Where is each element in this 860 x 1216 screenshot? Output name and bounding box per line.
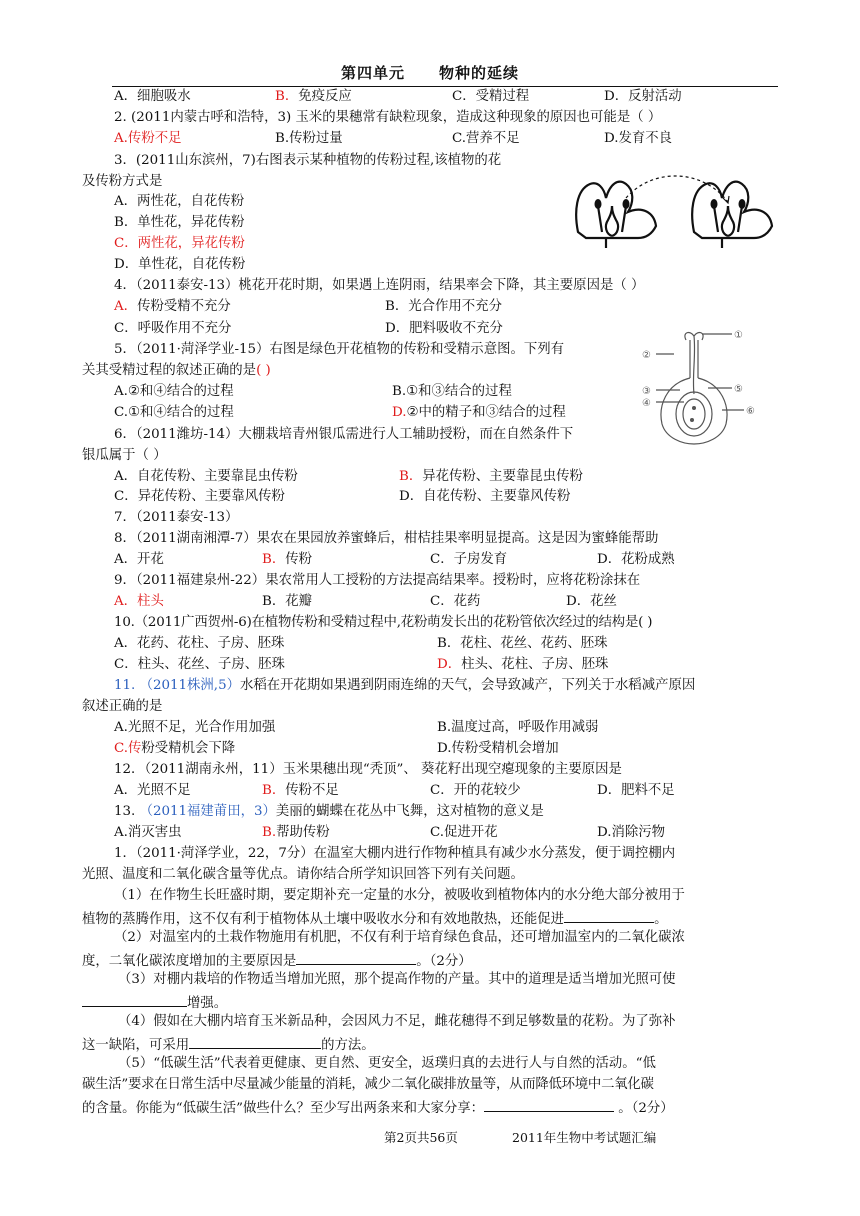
q10-option-c: C．柱头、花丝、子房、胚珠 bbox=[114, 657, 285, 672]
q2-option-b: B.传粉过量 bbox=[275, 131, 343, 146]
q4-option-a: A．传粉受精不充分 bbox=[114, 299, 231, 314]
q3-option-a: A．两性花，自花传粉 bbox=[114, 194, 245, 209]
q3-stem-cont: 及传粉方式是 bbox=[82, 174, 163, 189]
chapter-title: 物种的延续 bbox=[439, 64, 520, 82]
answer-blank-3[interactable] bbox=[82, 992, 187, 1007]
q6-option-c: C．异花传粉、主要靠风传粉 bbox=[114, 489, 285, 504]
essay-part4-cont: 这一缺陷，可采用 的方法。 bbox=[82, 1034, 375, 1055]
q6-option-a: A．自花传粉、主要靠昆虫传粉 bbox=[114, 469, 298, 484]
fertilization-figure bbox=[636, 326, 776, 448]
q4-option-c: C．呼吸作用不充分 bbox=[114, 321, 232, 336]
essay-part1: （1）在作物生长旺盛时期，要定期补充一定量的水分，被吸收到植物体内的水分绝大部分被用于 bbox=[114, 888, 685, 903]
q11-option-c: C.传粉受精机会下降 bbox=[114, 741, 236, 756]
answer-blank-5[interactable] bbox=[484, 1097, 614, 1112]
q2-option-c: C.营养不足 bbox=[452, 131, 520, 146]
q10-option-d: D．柱头、花柱、子房、胚珠 bbox=[437, 657, 609, 672]
q11-stem: 11. （2011株洲,5）水稻在开花期如果遇到阴雨连绵的天气，会导致减产，下列关于水稻减产原因 bbox=[114, 678, 696, 693]
q2-option-d: D.发育不良 bbox=[604, 131, 673, 146]
q5-option-c: C.①和④结合的过程 bbox=[114, 405, 234, 420]
option-a: A．细胞吸水 bbox=[114, 89, 191, 104]
essay-part3: （3）对棚内栽培的作物适当增加光照，那个提高作物的产量。其中的道理是适当增加光照可使 bbox=[118, 972, 676, 987]
q13-option-c: C.促进开花 bbox=[430, 825, 498, 840]
q2-stem: 2. (2011内蒙古呼和浩特，3) 玉米的果穗常有缺粒现象，造成这种现象的原因也可能是（ ） bbox=[114, 110, 662, 125]
q8-option-d: D．花粉成熟 bbox=[597, 552, 675, 567]
figure-label-4: ④ bbox=[642, 398, 651, 409]
q13-option-d: D.消除污物 bbox=[597, 825, 666, 840]
q3-option-c: C．两性花，异花传粉 bbox=[114, 236, 245, 251]
q11-option-d: D.传粉受精机会增加 bbox=[437, 741, 559, 756]
q3-stem: 3．(2011山东滨州，7)右图表示某种植物的传粉过程,该植物的花 bbox=[114, 153, 502, 168]
page-header bbox=[0, 62, 860, 83]
header-rule bbox=[112, 86, 778, 87]
q6-stem: 6．（2011潍坊-14）大棚栽培青州银瓜需进行人工辅助授粉，而在自然条件下 bbox=[114, 427, 574, 442]
q8-stem: 8．（2011湖南湘潭-7）果农在果园放养蜜蜂后，柑桔挂果率明显提高。这是因为蜜蜂能帮助 bbox=[114, 531, 659, 546]
answer-blank-1[interactable] bbox=[564, 908, 654, 923]
q6-option-b: B．异花传粉、主要靠昆虫传粉 bbox=[399, 469, 583, 484]
q8-option-c: C．子房发育 bbox=[430, 552, 508, 567]
q13-stem: 13. （2011福建莆田，3）美丽的蝴蝶在花丛中飞舞，这对植物的意义是 bbox=[114, 804, 544, 819]
figure-label-6: ⑥ bbox=[746, 406, 755, 417]
q4-option-b: B．光合作用不充分 bbox=[385, 299, 502, 314]
q12-option-d: D．肥料不足 bbox=[597, 783, 675, 798]
q9-stem: 9．（2011福建泉州-22）果农常用人工授粉的方法提高结果率。授粉时，应将花粉涂抹在 bbox=[114, 573, 641, 588]
q10-option-b: B．花柱、花丝、花药、胚珠 bbox=[437, 636, 608, 651]
q10-stem: 10.（2011广西贺州-6)在植物传粉和受精过程中,花粉萌发长出的花粉管依次经过的结构是( ) bbox=[114, 615, 653, 630]
essay-part1-cont: 植物的蒸腾作用，这不仅有利于植物体从土壤中吸收水分和有效地散热，还能促进 。 bbox=[82, 908, 667, 929]
figure-label-2: ② bbox=[642, 350, 651, 361]
q9-option-a: A．柱头 bbox=[114, 594, 164, 609]
q12-option-c: C．开的花较少 bbox=[430, 783, 521, 798]
q11-stem-cont: 叙述正确的是 bbox=[82, 699, 163, 714]
q11-option-b: B.温度过高，呼吸作用减弱 bbox=[437, 720, 599, 735]
unit-title: 第四单元 bbox=[340, 64, 405, 82]
figure-label-1: ① bbox=[734, 330, 743, 341]
essay-part2-cont: 度，二氧化碳浓度增加的主要原因是 。（2分） bbox=[82, 950, 472, 971]
q3-option-b: B．单性花，异花传粉 bbox=[114, 215, 245, 230]
answer-blank-4[interactable] bbox=[189, 1034, 321, 1049]
page-number: 第2页共56页 bbox=[384, 1130, 458, 1145]
q10-option-a: A．花药、花柱、子房、胚珠 bbox=[114, 636, 285, 651]
q13-option-b: B.帮助传粉 bbox=[262, 825, 330, 840]
option-b: B．免疫反应 bbox=[275, 89, 352, 104]
figure-label-5: ⑤ bbox=[734, 384, 743, 395]
pollination-figure bbox=[572, 172, 778, 248]
q4-option-d: D．肥料吸收不充分 bbox=[385, 321, 503, 336]
essay-part3-cont: 增强。 bbox=[82, 992, 227, 1013]
q13-option-a: A.消灭害虫 bbox=[114, 825, 182, 840]
q12-stem: 12．（2011湖南永州，11）玉米果穗出现“秃顶”、 葵花籽出现空瘪现象的主要原因是 bbox=[114, 762, 622, 777]
option-c: C．受精过程 bbox=[452, 89, 530, 104]
answer-blank-2[interactable] bbox=[296, 950, 416, 965]
q4-stem: 4．（2011泰安-13）桃花开花时期，如果遇上连阴雨，结果率会下降，其主要原因是（ ） bbox=[114, 278, 645, 293]
essay-part4: （4）假如在大棚内培育玉米新品种，会因风力不足，雌花穗得不到足够数量的花粉。为了弥补 bbox=[118, 1014, 676, 1029]
q8-option-a: A．开花 bbox=[114, 552, 164, 567]
footer-title: 2011年生物中考试题汇编 bbox=[512, 1130, 657, 1145]
essay-intro-cont: 光照、温度和二氧化碳含量等优点。请你结合所学知识回答下列有关问题。 bbox=[82, 867, 524, 882]
q6-stem-cont: 银瓜属于（ ） bbox=[82, 448, 167, 463]
option-d: D．反射活动 bbox=[604, 89, 682, 104]
q5-option-a: A.②和④结合的过程 bbox=[114, 384, 234, 399]
essay-part5-cont2: 的含量。你能为“低碳生活”做些什么？至少写出两条来和大家分享： 。（2分） bbox=[82, 1097, 674, 1118]
q9-option-b: B．花瓣 bbox=[262, 594, 313, 609]
q2-option-a: A.传粉不足 bbox=[114, 131, 182, 146]
q5-option-d: D.②中的精子和③结合的过程 bbox=[392, 405, 566, 420]
q7-stem: 7．（2011泰安-13） bbox=[114, 510, 239, 525]
essay-part5: （5）“低碳生活”代表着更健康、更自然、更安全，返璞归真的去进行人与自然的活动。“低 bbox=[118, 1056, 656, 1071]
q12-option-a: A．光照不足 bbox=[114, 783, 191, 798]
q5-stem-cont: 关其受精过程的叙述正确的是( ) bbox=[82, 363, 271, 378]
q9-option-d: D．花丝 bbox=[566, 594, 617, 609]
q3-option-d: D．单性花，自花传粉 bbox=[114, 257, 246, 272]
q11-option-a: A.光照不足，光合作用加强 bbox=[114, 720, 276, 735]
q5-option-b: B.①和③结合的过程 bbox=[392, 384, 512, 399]
q9-option-c: C．花药 bbox=[430, 594, 481, 609]
figure-label-3: ③ bbox=[642, 386, 651, 397]
q8-option-b: B．传粉 bbox=[262, 552, 313, 567]
q12-option-b: B．传粉不足 bbox=[262, 783, 339, 798]
q6-option-d: D．自花传粉、主要靠风传粉 bbox=[399, 489, 571, 504]
essay-part5-cont: 碳生活”要求在日常生活中尽量减少能量的消耗，减少二氧化碳排放量等，从而降低环境中二氧化碳 bbox=[82, 1077, 654, 1092]
essay-part2: （2）对温室内的土栽作物施用有机肥，不仅有利于培育绿色食品，还可增加温室内的二氧化碳浓 bbox=[114, 930, 685, 945]
q5-stem: 5．（2011·菏泽学业-15）右图是绿色开花植物的传粉和受精示意图。下列有 bbox=[114, 342, 565, 357]
essay-intro: 1．（2011·菏泽学业，22，7分）在温室大棚内进行作物种植具有减少水分蒸发，便于调控棚内 bbox=[114, 846, 676, 861]
